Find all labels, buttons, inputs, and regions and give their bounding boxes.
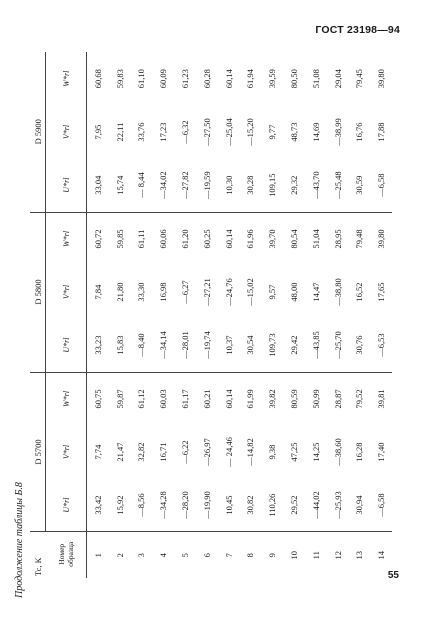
col-w: W*rl	[46, 212, 87, 265]
cell: 39,80	[376, 69, 387, 89]
col-w: W*rl	[46, 52, 87, 105]
cell: 61,20	[174, 212, 196, 265]
cell: 80,50	[289, 69, 300, 89]
col-u: U*rl	[46, 479, 87, 532]
cell: 61,10	[136, 69, 147, 89]
sample-number: 12	[327, 532, 349, 578]
table-row	[131, 52, 153, 578]
cell: —6,27	[180, 280, 191, 304]
cell: —34,14	[158, 331, 169, 359]
cell: 61,23	[180, 69, 191, 89]
col-w: W*rl	[46, 372, 87, 425]
table-row	[109, 52, 131, 578]
cell: 60,06	[152, 212, 174, 265]
cell: 60,72	[87, 212, 109, 265]
cell: — 8,44	[136, 172, 147, 198]
cell: 9,38	[267, 444, 278, 460]
cell: —19,90	[201, 491, 212, 519]
cell: —6,58	[376, 173, 387, 197]
cell: 39,82	[261, 372, 283, 425]
sample-number: 13	[349, 532, 371, 578]
cell: —43,85	[310, 331, 321, 359]
table-row	[218, 52, 240, 578]
cell: 30,82	[245, 495, 256, 515]
cell: —38,80	[332, 278, 343, 306]
cell: 9,57	[267, 284, 278, 300]
sample-number: 1	[87, 532, 109, 578]
cell: 28,87	[327, 372, 349, 425]
cell: 10,37	[223, 335, 234, 355]
data-table	[30, 52, 392, 578]
cell: —14,82	[245, 438, 256, 466]
cell: —25,93	[332, 491, 343, 519]
cell: 10,30	[223, 175, 234, 195]
rotated-table-container	[30, 52, 394, 578]
cell: 10,45	[223, 495, 234, 515]
cell: 80,54	[283, 212, 305, 265]
cell: 16,52	[354, 282, 365, 302]
cell: —44,02	[310, 491, 321, 519]
cell: 61,11	[131, 212, 153, 265]
cell: —43,70	[310, 171, 321, 199]
cell: 59,87	[109, 372, 131, 425]
cell: 39,59	[267, 69, 278, 89]
cell: 110,26	[267, 493, 278, 517]
cell: —27,21	[201, 278, 212, 306]
sample-number: 4	[152, 532, 174, 578]
cell: —27,50	[201, 118, 212, 146]
cell: 60,21	[196, 372, 218, 425]
group-header-d5800: D 5800	[30, 212, 46, 372]
col-u: U*rl	[46, 319, 87, 372]
cell: 60,09	[158, 69, 169, 89]
cell: 16,76	[354, 122, 365, 142]
table-row	[283, 52, 305, 578]
cell: 15,74	[114, 175, 125, 195]
cell: 33,30	[136, 282, 147, 302]
cell: 60,14	[218, 212, 240, 265]
sub-header-row	[46, 52, 87, 578]
cell: 51,04	[305, 212, 327, 265]
cell: 14,25	[310, 442, 321, 462]
page-number: 55	[387, 570, 399, 581]
sample-number: 7	[218, 532, 240, 578]
cell: 15,83	[114, 335, 125, 355]
cell: 30,59	[354, 175, 365, 195]
cell: 9,77	[267, 124, 278, 140]
sample-number: 14	[370, 532, 392, 578]
cell: 17,88	[376, 122, 387, 142]
cell: 30,94	[354, 495, 365, 515]
cell: 21,80	[114, 282, 125, 302]
cell: 7,95	[92, 124, 103, 140]
cell: —8,40	[136, 333, 147, 357]
cell: 16,71	[158, 442, 169, 462]
cell: —34,28	[158, 491, 169, 519]
table-row	[152, 52, 174, 578]
cell: —28,01	[180, 331, 191, 359]
cell: 109,73	[267, 333, 278, 357]
cell: 14,47	[310, 282, 321, 302]
cell: 47,25	[289, 442, 300, 462]
cell: —15,20	[245, 118, 256, 146]
group-header-d5700: D 5700	[30, 372, 46, 532]
temp-label: Tc, К	[30, 532, 46, 578]
cell: 61,96	[240, 212, 262, 265]
table-row	[240, 52, 262, 578]
cell: 60,68	[92, 69, 103, 89]
sample-number: 6	[196, 532, 218, 578]
cell: 80,59	[283, 372, 305, 425]
sample-number: 2	[109, 532, 131, 578]
sample-number: 5	[174, 532, 196, 578]
cell: 15,92	[114, 495, 125, 515]
cell: 60,14	[218, 372, 240, 425]
sample-number: 11	[305, 532, 327, 578]
cell: 21,47	[114, 442, 125, 462]
cell: 22,11	[114, 122, 125, 142]
cell: —27,82	[180, 171, 191, 199]
cell: 30,28	[245, 175, 256, 195]
cell: 30,54	[245, 335, 256, 355]
cell: —6,53	[376, 333, 387, 357]
table-row	[349, 52, 371, 578]
col-v: V*rl	[46, 265, 87, 318]
cell: 60,28	[201, 69, 212, 89]
cell: 14,69	[310, 122, 321, 142]
table-row	[196, 52, 218, 578]
cell: 17,23	[158, 122, 169, 142]
cell: 30,76	[354, 335, 365, 355]
cell: —28,20	[180, 491, 191, 519]
cell: 60,14	[223, 69, 234, 89]
col-u: U*rl	[46, 159, 87, 212]
group-header-d5900: D 5900	[30, 52, 46, 212]
sample-number: 3	[131, 532, 153, 578]
cell: 48,00	[289, 282, 300, 302]
cell: 28,95	[327, 212, 349, 265]
cell: —25,04	[223, 118, 234, 146]
cell: 50,99	[305, 372, 327, 425]
cell: —19,59	[201, 171, 212, 199]
cell: 32,82	[136, 442, 147, 462]
cell: 39,80	[370, 212, 392, 265]
sample-number: 8	[240, 532, 262, 578]
sample-number: 9	[261, 532, 283, 578]
cell: 61,94	[245, 69, 256, 89]
cell: 7,74	[92, 444, 103, 460]
cell: —25,48	[332, 171, 343, 199]
cell: 60,25	[196, 212, 218, 265]
cell: —25,70	[332, 331, 343, 359]
cell: 33,76	[136, 122, 147, 142]
cell: —19,74	[201, 331, 212, 359]
cell: 48,73	[289, 122, 300, 142]
cell: 59,85	[109, 212, 131, 265]
standard-header: ГОСТ 23198—94	[315, 24, 400, 36]
table-row	[327, 52, 349, 578]
cell: 61,12	[131, 372, 153, 425]
cell: 29,32	[289, 175, 300, 195]
cell: 39,70	[261, 212, 283, 265]
group-header-row	[30, 52, 46, 578]
cell: —24,76	[223, 278, 234, 306]
cell: 17,65	[376, 282, 387, 302]
table-caption: Продолжение таблицы Б.8	[14, 482, 25, 598]
cell: 16,28	[354, 442, 365, 462]
cell: —38,99	[332, 118, 343, 146]
cell: 59,83	[114, 69, 125, 89]
cell: 29,42	[289, 335, 300, 355]
cell: 61,17	[174, 372, 196, 425]
cell: —6,32	[180, 120, 191, 144]
cell: 29,04	[332, 69, 343, 89]
table-row	[305, 52, 327, 578]
cell: 17,40	[376, 442, 387, 462]
cell: 33,04	[92, 175, 103, 195]
table-row	[261, 52, 283, 578]
table-row	[370, 52, 392, 578]
cell: —34,02	[158, 171, 169, 199]
cell: —15,02	[245, 278, 256, 306]
cell: —6,22	[180, 440, 191, 464]
cell: —26,97	[201, 438, 212, 466]
cell: —8,56	[136, 493, 147, 517]
cell: 60,03	[152, 372, 174, 425]
col-v: V*rl	[46, 425, 87, 478]
cell: 79,52	[349, 372, 371, 425]
cell: 109,15	[267, 173, 278, 197]
cell: 29,52	[289, 495, 300, 515]
sample-label: Номер образца	[46, 532, 87, 578]
cell: 79,45	[354, 69, 365, 89]
cell: 7,84	[92, 284, 103, 300]
cell: —6,58	[376, 493, 387, 517]
cell: — 24,46	[223, 437, 234, 467]
table-row	[174, 52, 196, 578]
cell: 61,99	[240, 372, 262, 425]
cell: 60,75	[87, 372, 109, 425]
cell: 79,48	[349, 212, 371, 265]
col-v: V*rl	[46, 105, 87, 158]
cell: 33,23	[92, 335, 103, 355]
sample-number: 10	[283, 532, 305, 578]
cell: 39,81	[370, 372, 392, 425]
cell: 33,42	[92, 495, 103, 515]
cell: —38,60	[332, 438, 343, 466]
cell: 51,08	[310, 69, 321, 89]
cell: 16,98	[158, 282, 169, 302]
table-row	[87, 52, 109, 578]
